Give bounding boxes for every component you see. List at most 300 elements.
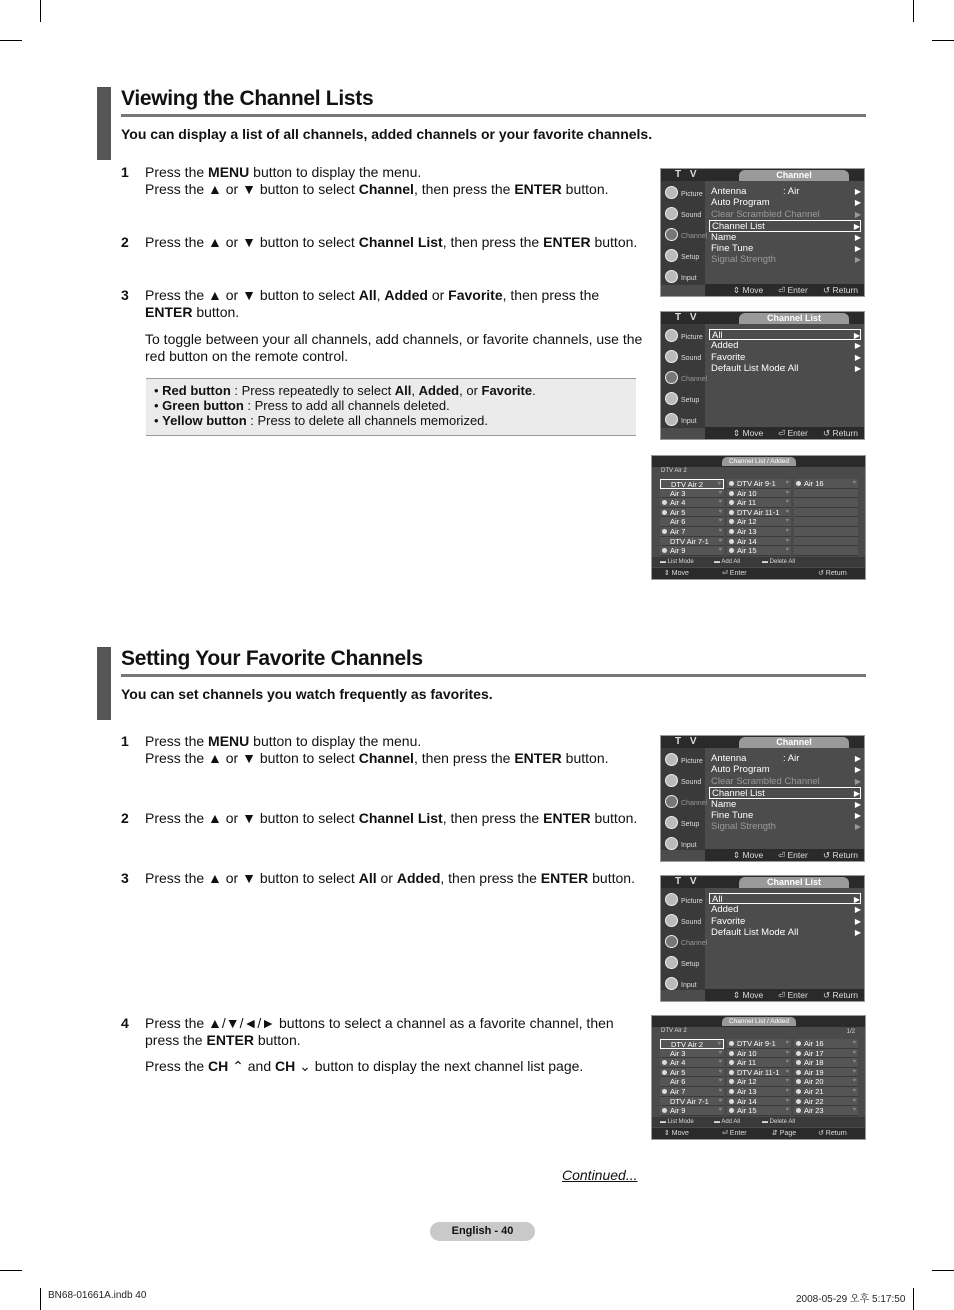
file-info: BN68-01661A.indb 40: [48, 1290, 147, 1301]
menu-item-label: Channel List: [712, 221, 765, 233]
sidebar-item: [665, 935, 708, 953]
channel-name: Air 5: [670, 1067, 686, 1077]
step-number: 3: [121, 287, 129, 303]
favorite-icon: ♥: [785, 537, 789, 544]
current-channel: DTV Air 2: [661, 468, 687, 474]
enter-hint: ⏎ Enter: [722, 1130, 747, 1137]
sidebar-label: Picture: [681, 758, 703, 765]
sidebar-item: [665, 186, 703, 204]
favorite-icon: ♥: [785, 1107, 789, 1114]
return-hint: ↺ Return: [823, 850, 858, 860]
osd-menu: [709, 186, 861, 266]
arrow-right-icon: ▶: [854, 364, 861, 374]
favorite-icon: ♥: [785, 518, 789, 525]
added-icon: [729, 1108, 734, 1113]
channel-cell: [660, 489, 724, 499]
favorite-icon: ♥: [785, 547, 789, 554]
menu-item-value: : Air: [783, 186, 800, 197]
sidebar-label: Input: [681, 842, 697, 849]
input-icon: [665, 837, 678, 850]
favorite-icon: ♥: [718, 1097, 722, 1104]
menu-item: [709, 186, 861, 197]
channel-list-header: [652, 456, 865, 467]
channel-cell: [727, 1039, 791, 1049]
added-icon: [662, 529, 667, 534]
arrow-right-icon: ▶: [854, 255, 861, 265]
channel-name: Air 18: [804, 1058, 824, 1068]
menu-item: [709, 352, 861, 363]
crop-mark: [40, 1288, 41, 1310]
osd-menu: [709, 329, 861, 375]
channel-cell: [727, 1049, 791, 1059]
sidebar-item: [665, 795, 708, 813]
sidebar-label: Channel: [681, 376, 708, 383]
arrow-right-icon: ▶: [854, 243, 861, 253]
channel-name: Air 17: [804, 1048, 824, 1058]
channel-name: Air 11: [737, 498, 757, 508]
channel-name: Air 3: [670, 1048, 686, 1058]
channel-name: Air 19: [804, 1067, 824, 1077]
channel-name: Air 13: [737, 1086, 757, 1096]
favorite-icon: ♥: [785, 1068, 789, 1075]
channel-column: [660, 479, 724, 556]
channel-cell: [727, 1087, 791, 1097]
added-icon: [662, 1070, 667, 1075]
picture-icon: [665, 893, 678, 906]
channel-cell: [660, 527, 724, 537]
channel-name: Air 23: [804, 1106, 824, 1116]
menu-item-label: Channel List: [712, 788, 765, 800]
menu-item: [709, 810, 861, 821]
delete-all-hint: ▬ Delete All: [762, 1119, 796, 1125]
favorite-icon: ♥: [785, 508, 789, 515]
channel-cell: [660, 1049, 724, 1059]
channel-list-grid: [651, 1015, 866, 1140]
favorite-icon: ♥: [785, 1087, 789, 1094]
osd-footer: [705, 989, 864, 1001]
added-icon: [729, 510, 734, 515]
favorite-icon: ♥: [852, 1068, 856, 1075]
osd-header: [661, 169, 864, 181]
menu-tab: Channel List: [739, 313, 849, 324]
step-number: 3: [121, 870, 129, 886]
favorite-icon: ♥: [785, 1040, 789, 1046]
channel-list-header: [652, 1016, 865, 1027]
channel-cell: [794, 1049, 858, 1059]
channel-icon: [665, 371, 678, 384]
step-extra: Press the CH ⌃ and CH ⌄ button to display the next channel list page.: [145, 1058, 584, 1074]
channel-cell: [727, 489, 791, 499]
channel-name: Air 7: [670, 526, 686, 536]
arrow-right-icon: ▶: [854, 209, 861, 219]
channel-cell: [660, 1097, 724, 1107]
channel-name: Air 15: [737, 1106, 757, 1116]
added-icon: [729, 1041, 734, 1046]
channel-name: Air 9: [670, 1106, 686, 1116]
menu-item-label: All: [712, 330, 723, 341]
picture-icon: [665, 186, 678, 199]
sidebar-label: Sound: [681, 212, 702, 219]
osd-sidebar: [661, 748, 708, 850]
channel-cell: [727, 1077, 791, 1087]
channel-column: [727, 1039, 791, 1116]
section-intro: You can display a list of all channels, added channels or your favorite channels.: [121, 126, 653, 142]
arrow-right-icon: ▶: [854, 810, 861, 820]
channel-column: [727, 479, 791, 556]
section-bar: [97, 647, 111, 720]
channel-name: Air 22: [804, 1096, 824, 1106]
current-channel: DTV Air 2: [661, 1028, 687, 1034]
osd-footer: [705, 284, 864, 296]
favorite-icon: ♥: [785, 527, 789, 534]
step-text: Press the ▲ or ▼ button to select Channel List, then press the ENTER button.: [145, 810, 638, 826]
tv-label: T V: [675, 736, 700, 747]
favorite-icon: ♥: [717, 481, 721, 487]
arrow-right-icon: ▶: [854, 352, 861, 362]
menu-item-label: Favorite: [711, 351, 746, 363]
menu-item-label: Auto Program: [711, 764, 770, 776]
menu-item: [709, 243, 861, 254]
tv-label: T V: [675, 312, 700, 323]
step-number: 2: [121, 234, 129, 250]
favorite-icon: ♥: [852, 1059, 856, 1066]
step-text: Press the MENU button to display the menu.: [145, 164, 422, 180]
step-text: Press the ▲ or ▼ button to select Channel, then press the ENTER button.: [145, 181, 609, 197]
added-icon: [729, 500, 734, 505]
menu-item-label: Added: [711, 340, 739, 352]
menu-item-value: : Air: [783, 753, 800, 764]
sidebar-label: Setup: [681, 961, 700, 968]
favorite-icon: ♥: [785, 499, 789, 506]
menu-item-label: Clear Scrambled Channel: [711, 775, 820, 787]
added-icon: [729, 1099, 734, 1104]
tv-label: T V: [675, 169, 700, 180]
menu-item-label: Favorite: [711, 915, 746, 927]
tv-label: T V: [675, 876, 700, 887]
picture-icon: [665, 329, 678, 342]
channel-cell: [727, 1058, 791, 1068]
title-rule: [121, 674, 866, 677]
osd-channel-menu: [660, 735, 865, 862]
channel-name: Air 10: [737, 488, 757, 498]
favorite-icon: ♥: [852, 1040, 856, 1046]
added-icon: [796, 1051, 801, 1056]
channel-cell: [794, 508, 858, 518]
channel-cell: [794, 1058, 858, 1068]
osd-header: [661, 736, 864, 748]
arrow-right-icon: ▶: [854, 776, 861, 786]
sidebar-label: Input: [681, 418, 697, 425]
return-hint: ↺ Return: [823, 428, 858, 438]
channel-name: Air 10: [737, 1048, 757, 1058]
channel-name: DTV Air 11-1: [737, 1067, 780, 1077]
channel-cell: [660, 1058, 724, 1068]
channel-cell: [794, 527, 858, 537]
note-line: • Red button : Press repeatedly to select All, Added, or Favorite.: [154, 383, 536, 398]
channel-cell: [727, 1097, 791, 1107]
arrow-right-icon: ▶: [854, 822, 861, 832]
osd-channel-list-menu: [660, 311, 865, 440]
favorite-icon: ♥: [718, 527, 722, 534]
sound-icon: [665, 914, 678, 927]
sidebar-item: [665, 956, 703, 974]
sidebar-item: [665, 914, 703, 932]
favorite-icon: ♥: [718, 1087, 722, 1094]
channel-cell: [727, 1068, 791, 1078]
osd-footer: [705, 849, 864, 861]
channel-cell: [660, 1039, 724, 1049]
favorite-icon: ♥: [718, 1107, 722, 1114]
step-text: Press the ▲ or ▼ button to select All or Added, then press the ENTER button.: [145, 870, 635, 886]
return-hint: ↺ Return: [823, 285, 858, 295]
osd-menu: [709, 753, 861, 833]
osd-menu: [709, 893, 861, 939]
input-icon: [665, 977, 678, 990]
added-icon: [729, 491, 734, 496]
sidebar-item: [665, 329, 703, 347]
menu-item-label: Clear Scrambled Channel: [711, 208, 820, 220]
favorite-icon: ♥: [718, 537, 722, 544]
enter-hint: ⏎ Enter: [722, 570, 747, 577]
added-icon: [796, 481, 801, 486]
favorite-icon: ♥: [852, 480, 856, 486]
page-number: English - 40: [430, 1222, 535, 1241]
menu-item: [709, 254, 861, 265]
channel-name: Air 4: [670, 1058, 686, 1068]
favorite-icon: ♥: [718, 518, 722, 525]
channel-name: Air 6: [670, 517, 686, 527]
move-hint: ⇕ Move: [733, 850, 764, 860]
channel-cell: [660, 546, 724, 556]
channel-name: Air 4: [670, 498, 686, 508]
menu-item: [709, 197, 861, 208]
channel-cell: [727, 1106, 791, 1116]
channel-name: Air 14: [737, 1096, 757, 1106]
sidebar-item: [665, 371, 708, 389]
step-number: 1: [121, 733, 129, 749]
added-icon: [662, 510, 667, 515]
favorite-icon: ♥: [785, 1097, 789, 1104]
channel-cell: [727, 517, 791, 527]
added-icon: [729, 548, 734, 553]
menu-item-label: Signal Strength: [711, 254, 776, 266]
channel-cell: [660, 1087, 724, 1097]
menu-item-label: Default List Mode: [711, 363, 785, 375]
add-all-hint: ▬ Add All: [714, 559, 741, 565]
channel-name: Air 20: [804, 1077, 824, 1087]
added-icon: [796, 1089, 801, 1094]
menu-item: [709, 927, 861, 938]
delete-all-hint: ▬ Delete All: [762, 559, 796, 565]
list-mode-hint: ▬ List Mode: [660, 1119, 694, 1125]
arrow-right-icon: ▶: [854, 928, 861, 938]
sidebar-item: [665, 977, 703, 995]
favorite-icon: ♥: [718, 1078, 722, 1085]
added-icon: [729, 481, 734, 486]
channel-cell: [727, 508, 791, 518]
menu-item-label: Signal Strength: [711, 821, 776, 833]
channel-name: Air 9: [670, 546, 686, 556]
move-hint: ⇕ Move: [664, 1130, 689, 1137]
crop-mark: [0, 40, 22, 41]
crop-mark: [932, 1270, 954, 1271]
sidebar-label: Channel: [681, 940, 708, 947]
sidebar-item: [665, 392, 703, 410]
sidebar-item: [665, 413, 703, 431]
added-icon: [662, 1108, 667, 1113]
step-text: Press the MENU button to display the menu.: [145, 733, 422, 749]
arrow-right-icon: ▶: [854, 799, 861, 809]
added-icon: [796, 1041, 801, 1046]
channel-cell: [794, 479, 858, 489]
added-icon: [796, 1099, 801, 1104]
menu-item: [709, 799, 861, 810]
channel-name: Air 3: [670, 488, 686, 498]
channel-name: Air 16: [804, 1039, 824, 1048]
added-icon: [729, 1089, 734, 1094]
move-hint: ⇕ Move: [664, 570, 689, 577]
channel-list-grid: [651, 455, 866, 580]
channel-cell: [727, 537, 791, 547]
menu-item-value: : All: [783, 363, 799, 375]
added-icon: [796, 1060, 801, 1065]
sidebar-label: Setup: [681, 254, 700, 261]
favorite-icon: ♥: [852, 1078, 856, 1085]
section-bar: [97, 87, 111, 160]
osd-sidebar: [661, 181, 708, 285]
channel-name: Air 16: [804, 479, 824, 488]
setup-icon: [665, 392, 678, 405]
sidebar-item: [665, 893, 703, 911]
added-icon: [729, 529, 734, 534]
menu-item-label: Name: [711, 798, 737, 810]
note-line: • Yellow button : Press to delete all channels memorized.: [154, 413, 489, 428]
added-icon: [729, 1070, 734, 1075]
channel-name: Air 12: [737, 517, 757, 527]
sidebar-item: [665, 249, 703, 267]
osd-footer: [705, 427, 864, 439]
arrow-right-icon: ▶: [854, 754, 861, 763]
channel-icon: [665, 795, 678, 808]
channel-name: DTV Air 2: [671, 1040, 704, 1049]
favorite-icon: ♥: [718, 1059, 722, 1066]
menu-item-label: All: [712, 894, 723, 905]
added-icon: [796, 1079, 801, 1084]
channel-cell: [794, 546, 858, 556]
channel-name: DTV Air 11-1: [737, 507, 780, 517]
arrow-right-icon: ▶: [853, 222, 860, 232]
channel-cell: [727, 498, 791, 508]
favorite-icon: ♥: [785, 1078, 789, 1085]
sidebar-label: Sound: [681, 919, 702, 926]
return-hint: ↺ Return: [818, 1130, 847, 1137]
channel-list-footer: [652, 1128, 865, 1139]
added-icon: [662, 500, 667, 505]
add-all-hint: ▬ Add All: [714, 1119, 741, 1125]
sidebar-label: Input: [681, 982, 697, 989]
sound-icon: [665, 350, 678, 363]
channel-cell: [727, 527, 791, 537]
note-line: • Green button : Press to add all channels deleted.: [154, 398, 450, 413]
sidebar-item: [665, 228, 708, 246]
channel-list-tab: Channel List / Added: [722, 1017, 796, 1026]
step-text: Press the ▲ or ▼ button to select All, Added or Favorite, then press the ENTER button.: [145, 287, 600, 320]
channel-cell: [727, 479, 791, 489]
arrow-right-icon: ▶: [853, 331, 860, 340]
favorite-icon: ♥: [785, 489, 789, 496]
osd-header: [661, 876, 864, 888]
step-text: Press the ▲ or ▼ button to select Channel, then press the ENTER button.: [145, 750, 609, 766]
menu-item: [709, 753, 861, 764]
continued-text: Continued...: [562, 1167, 638, 1183]
channel-name: DTV Air 2: [671, 480, 704, 489]
channel-cell: [727, 546, 791, 556]
channel-list-footer: [652, 568, 865, 579]
channel-cell: [794, 1097, 858, 1107]
arrow-right-icon: ▶: [854, 905, 861, 915]
sound-icon: [665, 774, 678, 787]
menu-item-label: Added: [711, 904, 739, 916]
favorite-icon: ♥: [718, 547, 722, 554]
menu-item: [709, 232, 861, 243]
osd-channel-list-menu: [660, 875, 865, 1002]
channel-cell: [660, 508, 724, 518]
osd-sidebar: [661, 888, 708, 990]
step-text: Press the ▲/▼/◄/► buttons to select a channel as a favorite channel, then press the ENTER button.: [145, 1015, 614, 1048]
channel-column: [794, 1039, 858, 1116]
channel-cell: [660, 479, 724, 489]
arrow-right-icon: ▶: [854, 198, 861, 208]
added-icon: [729, 539, 734, 544]
input-icon: [665, 413, 678, 426]
arrow-right-icon: ▶: [854, 232, 861, 242]
crop-mark: [40, 0, 41, 22]
channel-name: Air 7: [670, 1086, 686, 1096]
favorite-icon: ♥: [852, 1087, 856, 1094]
section-intro: You can set channels you watch frequently as favorites.: [121, 686, 493, 702]
channel-cell: [794, 1068, 858, 1078]
arrow-right-icon: ▶: [854, 187, 861, 196]
picture-icon: [665, 753, 678, 766]
channel-column: [660, 1039, 724, 1116]
favorite-icon: ♥: [852, 1049, 856, 1056]
menu-item-label: Auto Program: [711, 197, 770, 209]
sidebar-item: [665, 816, 703, 834]
channel-name: Air 13: [737, 526, 757, 536]
sidebar-label: Channel: [681, 233, 708, 240]
channel-name: Air 6: [670, 1077, 686, 1087]
sidebar-item: [665, 774, 703, 792]
channel-name: DTV Air 7-1: [670, 1096, 709, 1106]
channel-cell: [794, 498, 858, 508]
arrow-right-icon: ▶: [854, 765, 861, 775]
added-icon: [662, 1060, 667, 1065]
channel-name: Air 15: [737, 546, 757, 556]
channel-cell: [794, 517, 858, 527]
crop-mark: [0, 1270, 22, 1271]
channel-cell: [660, 1068, 724, 1078]
added-icon: [729, 1051, 734, 1056]
sidebar-item: [665, 753, 703, 771]
sidebar-label: Channel: [681, 800, 708, 807]
setup-icon: [665, 249, 678, 262]
channel-name: Air 21: [804, 1086, 824, 1096]
arrow-right-icon: ▶: [853, 895, 860, 904]
channel-name: Air 5: [670, 507, 686, 517]
channel-list-legend: [652, 1117, 865, 1127]
sidebar-label: Picture: [681, 191, 703, 198]
sidebar-label: Setup: [681, 821, 700, 828]
